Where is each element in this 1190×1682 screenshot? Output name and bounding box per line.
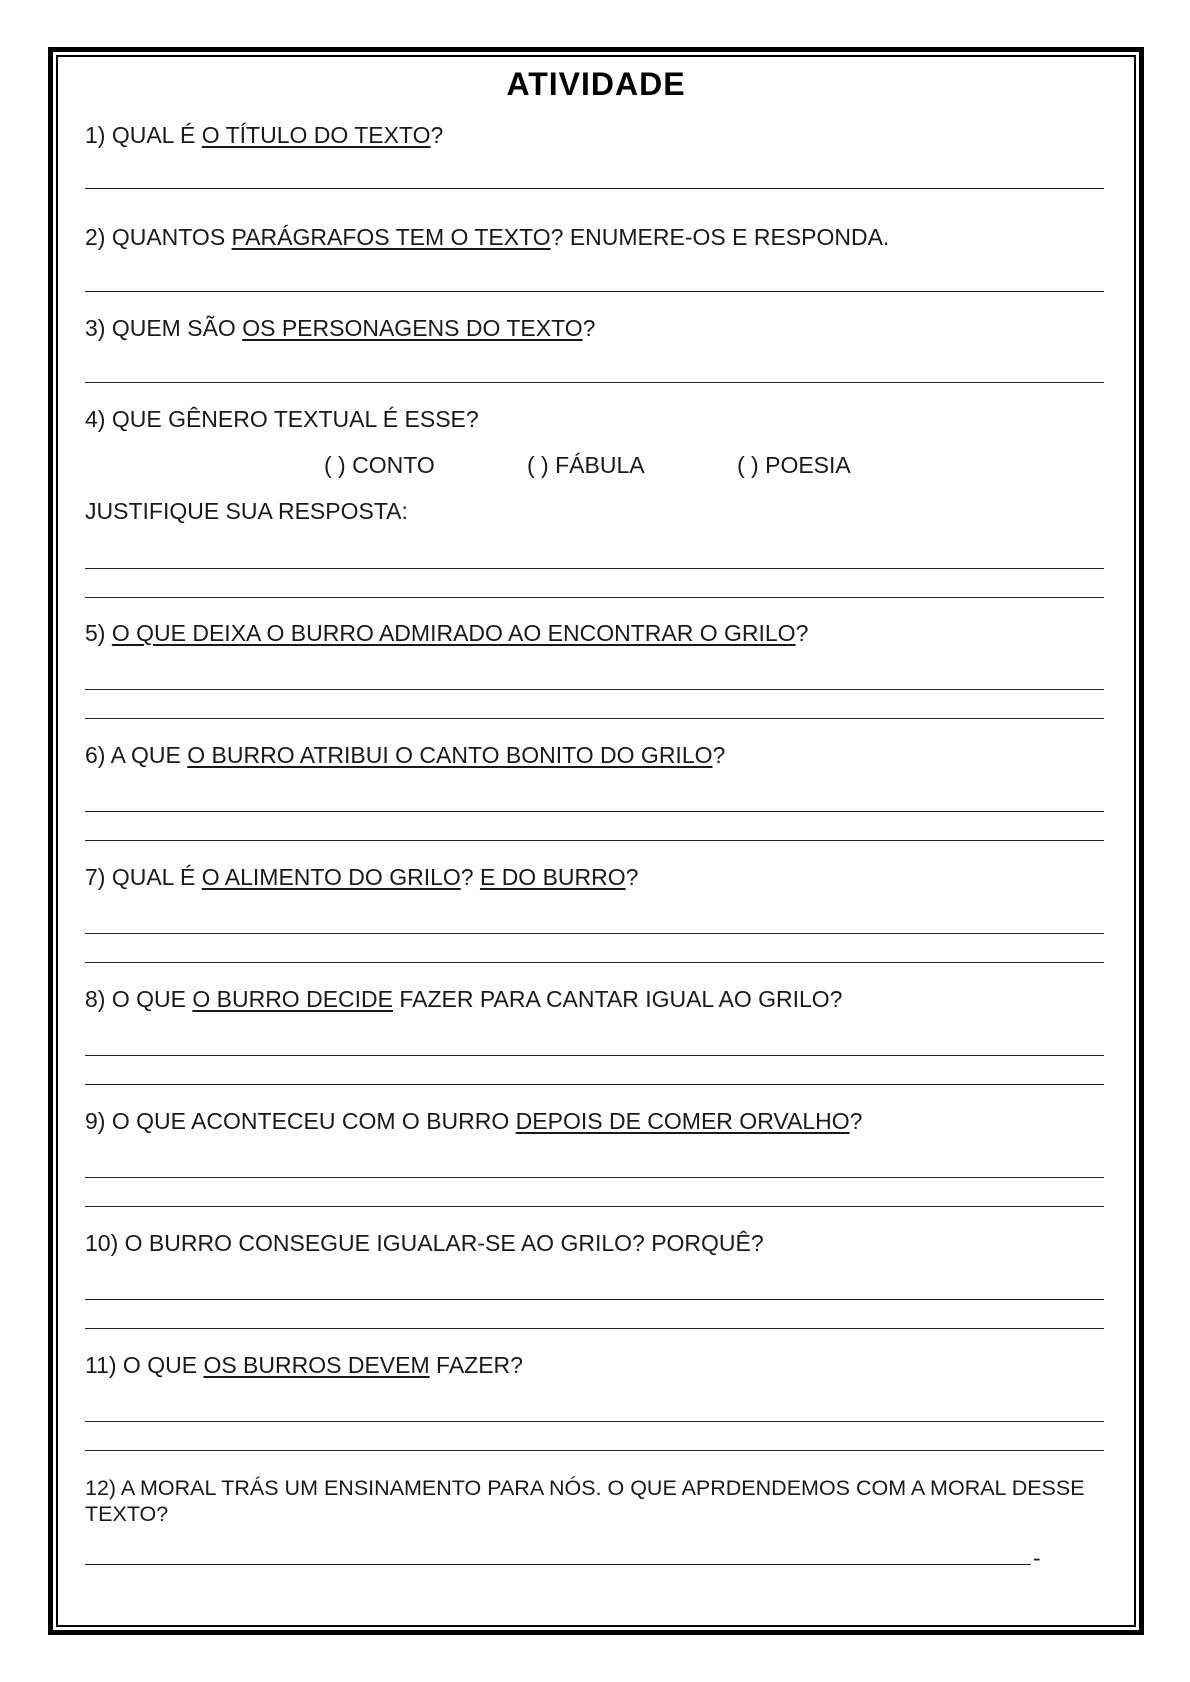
option-conto-checkbox[interactable]: ( ) CONTO [324,452,435,478]
question-2: 2) QUANTOS PARÁGRAFOS TEM O TEXTO? ENUMERE-OS E RESPONDA. [85,224,890,250]
answer-line[interactable] [85,1084,1104,1085]
answer-line[interactable] [85,1421,1104,1422]
question-1: 1) QUAL É O TÍTULO DO TEXTO? [85,122,444,148]
answer-line[interactable] [85,597,1104,598]
answer-line[interactable] [85,689,1104,690]
justify-label: JUSTIFIQUE SUA RESPOSTA: [85,498,408,524]
answer-line[interactable] [85,1055,1104,1056]
question-7: 7) QUAL É O ALIMENTO DO GRILO? E DO BURRO? [85,864,639,890]
answer-line[interactable] [85,933,1104,934]
option-fabula-checkbox[interactable]: ( ) FÁBULA [527,452,645,478]
question-5: 5) O QUE DEIXA O BURRO ADMIRADO AO ENCONTRAR O GRILO? [85,620,809,646]
answer-line[interactable] [85,962,1104,963]
question-6: 6) A QUE O BURRO ATRIBUI O CANTO BONITO DO GRILO? [85,742,726,768]
answer-line[interactable] [85,1328,1104,1329]
question-3: 3) QUEM SÃO OS PERSONAGENS DO TEXTO? [85,315,596,341]
answer-line[interactable] [85,1299,1104,1300]
question-4: 4) QUE GÊNERO TEXTUAL É ESSE? [85,406,479,432]
question-8: 8) O QUE O BURRO DECIDE FAZER PARA CANTAR IGUAL AO GRILO? [85,986,843,1012]
answer-line[interactable] [85,840,1104,841]
question-9: 9) O QUE ACONTECEU COM O BURRO DEPOIS DE COMER ORVALHO? [85,1108,863,1134]
end-mark: - [1033,1545,1041,1571]
answer-line[interactable] [85,1450,1104,1451]
answer-line[interactable] [85,1206,1104,1207]
answer-line[interactable] [85,291,1104,292]
answer-line[interactable] [85,568,1104,569]
answer-line[interactable] [85,1177,1104,1178]
page-title: ATIVIDADE [506,66,686,102]
answer-line[interactable] [85,811,1104,812]
question-10: 10) O BURRO CONSEGUE IGUALAR-SE AO GRILO? PORQUÊ? [85,1230,764,1256]
option-poesia-checkbox[interactable]: ( ) POESIA [737,452,851,478]
answer-line[interactable] [85,382,1104,383]
answer-line[interactable] [85,1564,1031,1565]
answer-line[interactable] [85,188,1104,189]
question-11: 11) O QUE OS BURROS DEVEM FAZER? [85,1352,523,1378]
answer-line[interactable] [85,718,1104,719]
question-12: 12) A MORAL TRÁS UM ENSINAMENTO PARA NÓS. O QUE APRDENDEMOS COM A MORAL DESSE TEXTO? [85,1476,1085,1527]
